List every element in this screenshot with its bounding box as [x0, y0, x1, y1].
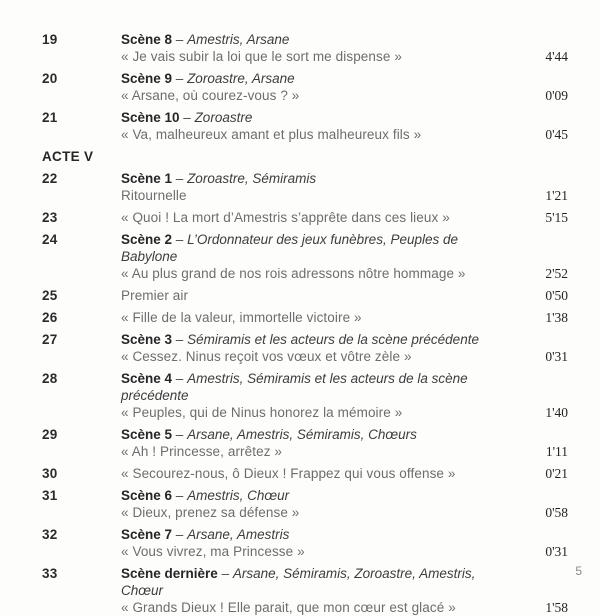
scene-separator: –	[217, 566, 233, 581]
scene-label: Scène 8	[121, 32, 173, 47]
track-duration: 0'50	[545, 288, 568, 303]
track-row	[42, 487, 568, 521]
scene-title	[121, 370, 508, 404]
track-row	[42, 209, 568, 226]
scene-separator: –	[172, 527, 188, 542]
scene-separator: –	[172, 371, 188, 386]
track-row	[42, 170, 568, 204]
scene-cast: Sémiramis et les acteurs de la scène précédente	[187, 332, 479, 347]
page-number: 5	[575, 564, 582, 578]
scene-separator: –	[172, 232, 188, 247]
track-content	[121, 209, 508, 226]
scene-cast: Amestris, Chœur	[187, 488, 290, 503]
track-content	[121, 170, 508, 204]
scene-cast: Arsane, Sémiramis, Zoroastre, Amestris, Chœur	[121, 566, 476, 598]
scene-label: Scène 10	[121, 110, 180, 125]
track-row	[42, 370, 568, 421]
track-number: 21	[42, 110, 58, 125]
track-text: « Dieux, prenez sa défense »	[121, 505, 300, 520]
track-number: 32	[42, 527, 58, 542]
track-duration: 1'58	[545, 600, 568, 615]
scene-cast: Amestris, Sémiramis et les acteurs de la scène précédente	[121, 371, 468, 403]
track-duration: 0'45	[545, 127, 568, 142]
track-duration: 0'09	[545, 88, 568, 103]
scene-title	[121, 331, 508, 348]
track-text: « Peuples, qui de Ninus honorez la mémoire »	[121, 405, 403, 420]
track-duration: 0'58	[545, 505, 568, 520]
scene-label: Scène dernière	[121, 566, 218, 581]
track-duration: 2'52	[545, 266, 568, 281]
track-duration: 1'11	[545, 444, 568, 459]
track-number: 26	[42, 310, 58, 325]
scene-label: Scène 6	[121, 488, 173, 503]
track-content	[121, 231, 508, 282]
scene-separator: –	[172, 171, 188, 186]
scene-cast: Arsane, Amestris	[187, 527, 290, 542]
scene-label: Scène 4	[121, 371, 173, 386]
track-duration: 5'15	[545, 210, 568, 225]
track-duration: 1'38	[545, 310, 568, 325]
scene-cast: Zoroastre, Arsane	[187, 71, 295, 86]
scene-separator: –	[172, 332, 188, 347]
track-text: Premier air	[121, 288, 189, 303]
track-number: 31	[42, 488, 58, 503]
track-content	[121, 370, 508, 421]
track-row	[42, 465, 568, 482]
scene-title	[121, 231, 508, 265]
track-duration: 0'31	[545, 544, 568, 559]
track-number: 22	[42, 171, 58, 186]
track-number: 20	[42, 71, 58, 86]
track-row	[42, 109, 568, 143]
track-duration: 0'21	[545, 466, 568, 481]
scene-label: Scène 7	[121, 527, 173, 542]
track-text: Ritournelle	[121, 188, 187, 203]
track-content	[121, 465, 508, 482]
track-content	[121, 31, 508, 65]
track-content	[121, 565, 508, 616]
track-number: 25	[42, 288, 58, 303]
track-duration: 1'21	[545, 188, 568, 203]
scene-title	[121, 170, 508, 187]
track-row	[42, 231, 568, 282]
scene-title	[121, 31, 508, 48]
scene-label: Scène 3	[121, 332, 173, 347]
track-content	[121, 70, 508, 104]
scene-label: Scène 5	[121, 427, 173, 442]
track-text: « Quoi ! La mort d’Amestris s’apprête dans ces lieux »	[121, 210, 450, 225]
track-content	[121, 487, 508, 521]
scene-cast: L’Ordonnateur des jeux funèbres, Peuples de Babylone	[121, 232, 458, 264]
track-row	[42, 331, 568, 365]
track-number: 33	[42, 566, 58, 581]
scene-title	[121, 70, 508, 87]
track-text: « Cessez. Ninus reçoit vos vœux et vôtre zèle »	[121, 349, 412, 364]
track-content	[121, 331, 508, 365]
scene-separator: –	[172, 488, 188, 503]
track-number: 27	[42, 332, 58, 347]
track-text: « Arsane, où courez-vous ? »	[121, 88, 300, 103]
track-duration: 0'31	[545, 349, 568, 364]
track-row	[42, 70, 568, 104]
track-content	[121, 309, 508, 326]
track-text: « Va, malheureux amant et plus malheureux fils »	[121, 127, 422, 142]
scene-cast: Amestris, Arsane	[187, 32, 290, 47]
scene-cast: Zoroastre, Sémiramis	[187, 171, 317, 186]
track-text: « Vous vivrez, ma Princesse »	[121, 544, 305, 559]
track-number: 30	[42, 466, 58, 481]
track-content	[121, 426, 508, 460]
track-text: « Au plus grand de nos rois adressons nôtre hommage »	[121, 266, 466, 281]
track-content	[121, 109, 508, 143]
track-number: 23	[42, 210, 58, 225]
track-number: 28	[42, 371, 58, 386]
track-row	[42, 526, 568, 560]
track-text: « Je vais subir la loi que le sort me dispense »	[121, 49, 402, 64]
track-text: « Grands Dieux ! Elle parait, que mon cœur est glacé »	[121, 600, 456, 615]
track-text: « Ah ! Princesse, arrêtez »	[121, 444, 283, 459]
act-heading: ACTE V	[42, 149, 94, 164]
scene-title	[121, 487, 508, 504]
track-row	[42, 31, 568, 65]
track-number: 24	[42, 232, 58, 247]
track-text: « Secourez-nous, ô Dieux ! Frappez qui vous offense »	[121, 466, 456, 481]
scene-title	[121, 565, 508, 599]
scene-title	[121, 109, 508, 126]
scene-label: Scène 9	[121, 71, 173, 86]
track-duration: 4'44	[545, 49, 568, 64]
track-row	[42, 309, 568, 326]
track-number: 19	[42, 32, 58, 47]
scene-title	[121, 426, 508, 443]
scene-cast: Arsane, Amestris, Sémiramis, Chœurs	[187, 427, 417, 442]
track-number: 29	[42, 427, 58, 442]
scene-label: Scène 2	[121, 232, 173, 247]
scene-title	[121, 526, 508, 543]
scene-separator: –	[179, 110, 195, 125]
scene-label: Scène 1	[121, 171, 173, 186]
scene-cast: Zoroastre	[194, 110, 253, 125]
track-duration: 1'40	[545, 405, 568, 420]
track-row	[42, 426, 568, 460]
track-row	[42, 565, 568, 616]
scene-separator: –	[172, 71, 188, 86]
track-content	[121, 287, 508, 304]
track-text: « Fille de la valeur, immortelle victoire »	[121, 310, 362, 325]
scene-separator: –	[172, 427, 188, 442]
track-row	[42, 287, 568, 304]
scene-separator: –	[172, 32, 188, 47]
track-content	[121, 526, 508, 560]
track-list	[42, 31, 568, 616]
